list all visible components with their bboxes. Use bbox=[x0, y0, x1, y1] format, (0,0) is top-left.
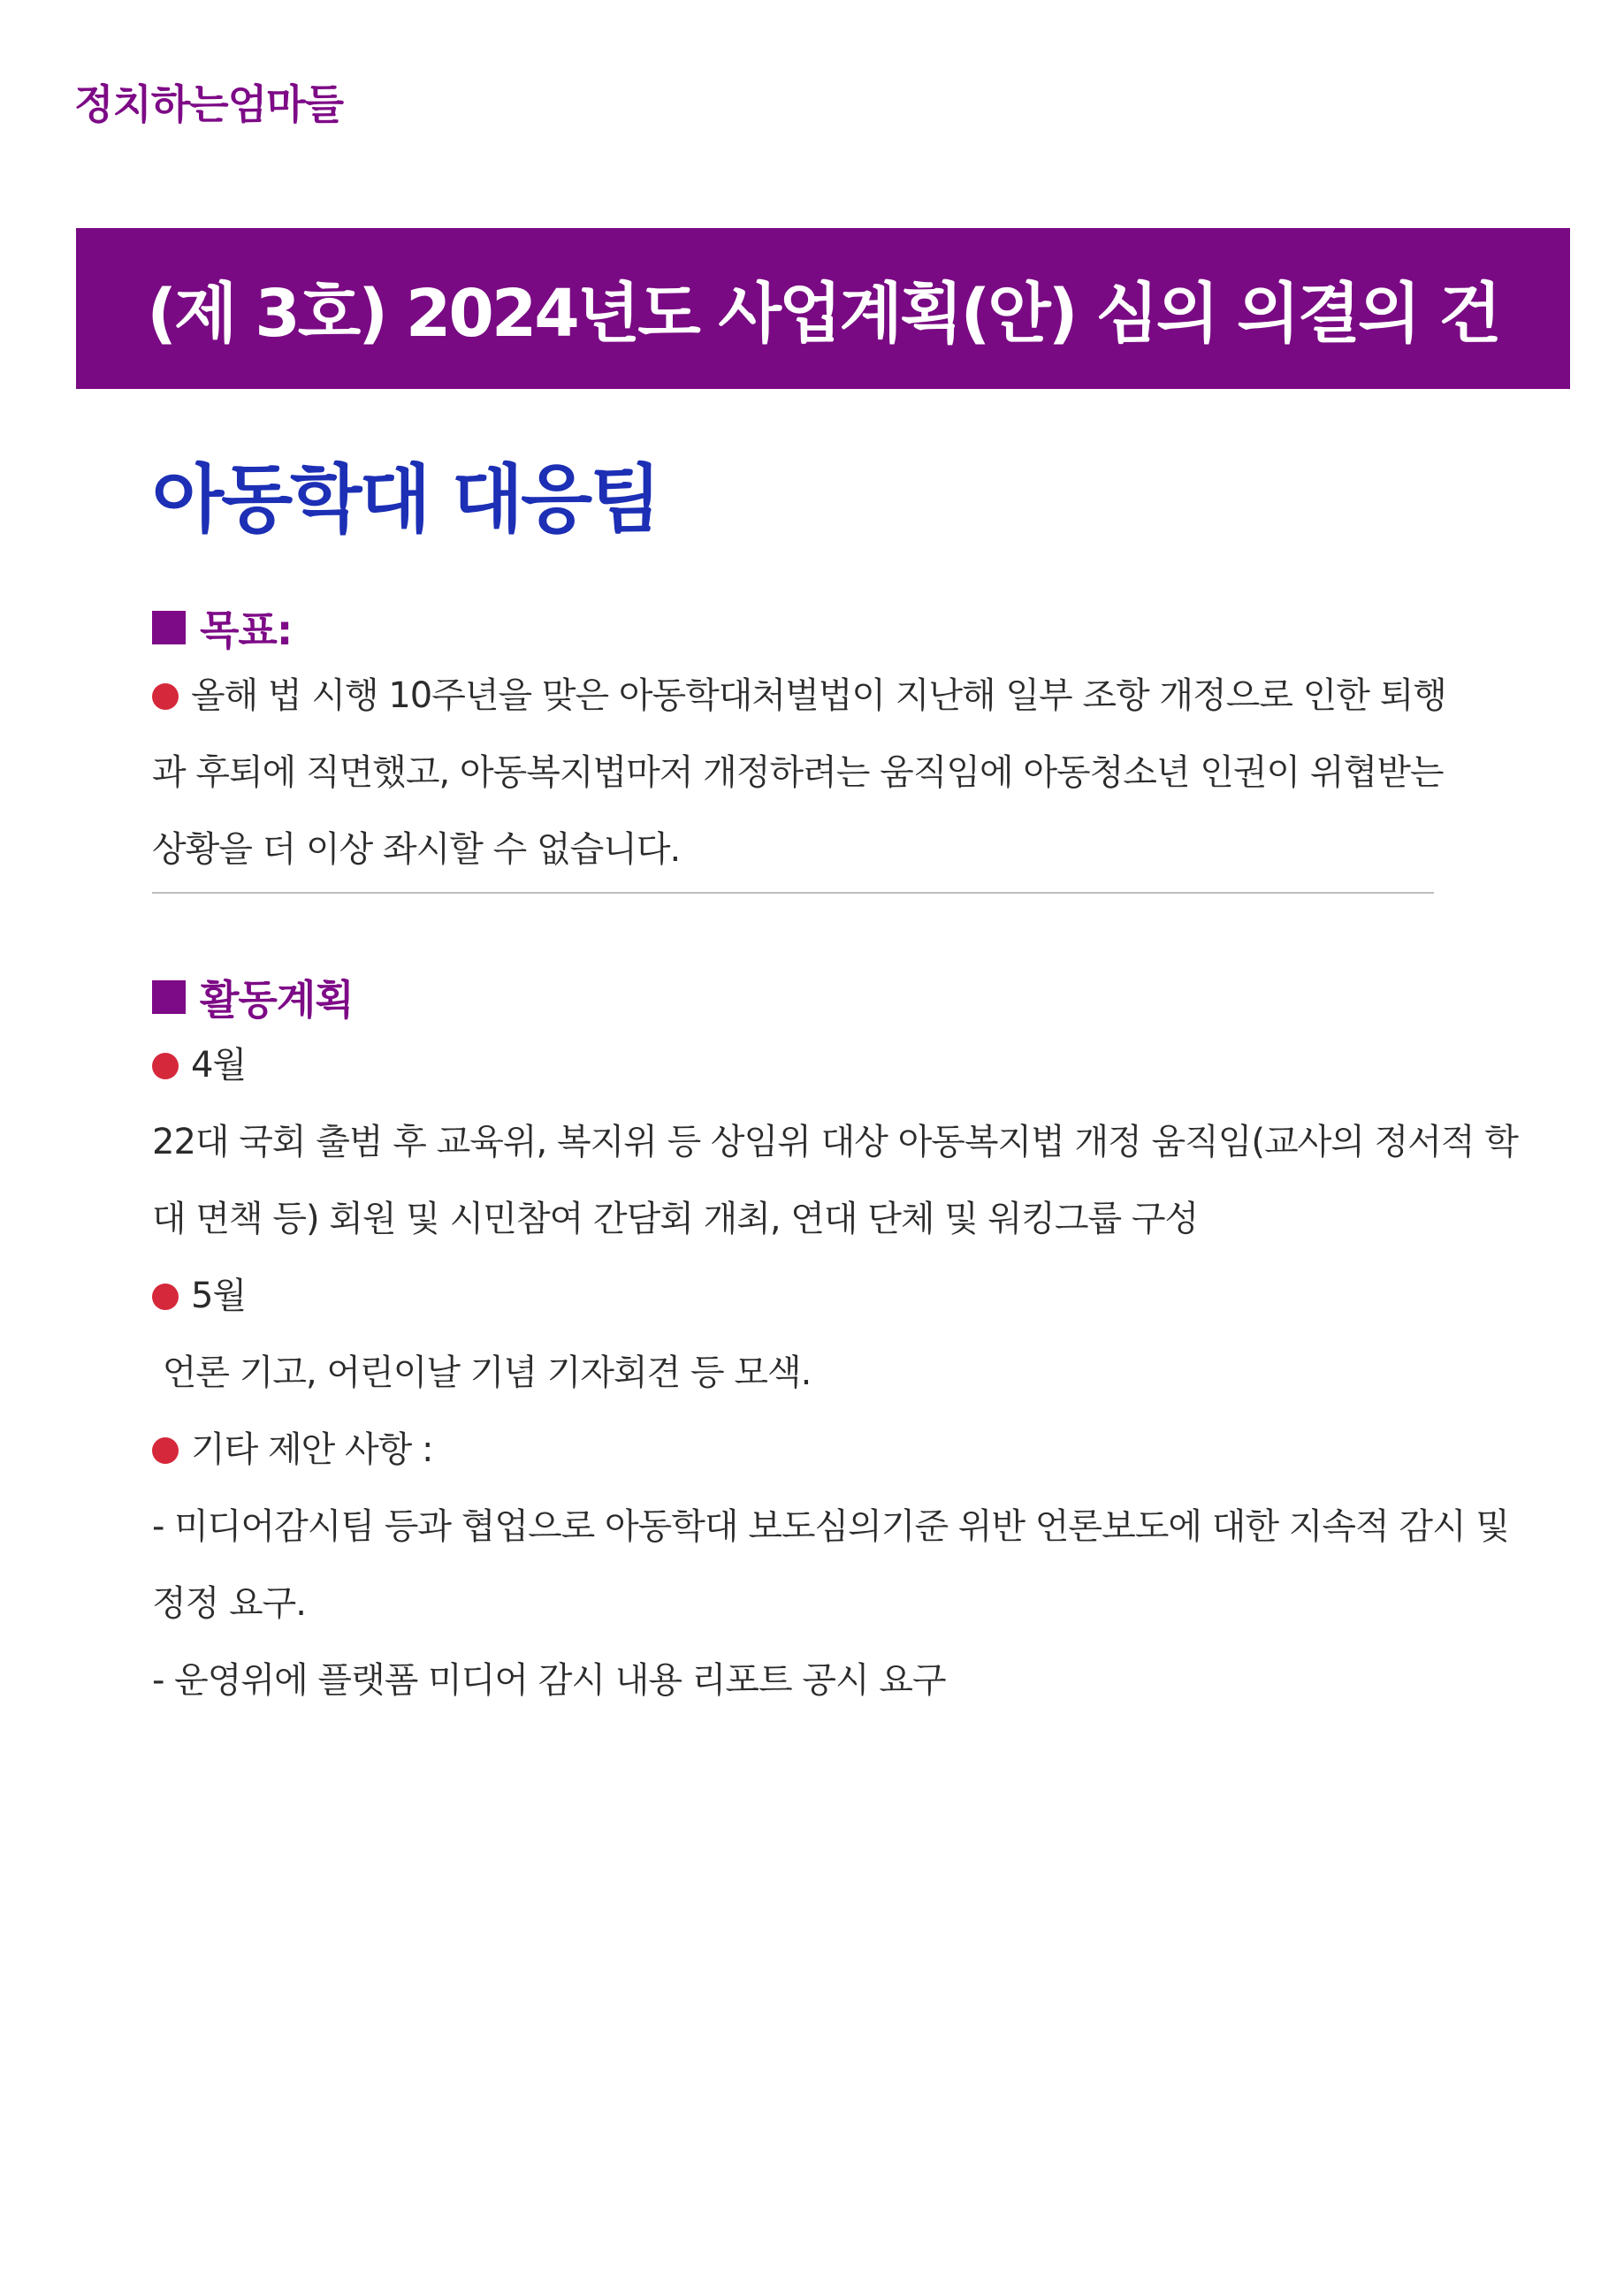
goal-line bbox=[152, 658, 1522, 735]
etc-line: - 미디어감시팀 등과 협업으로 아동학대 보도심의기준 위반 언론보도에 대한 지속적 감시 및 bbox=[152, 1506, 1509, 1547]
red-dot-icon bbox=[152, 683, 179, 710]
plan-heading-text: 활동계획 bbox=[200, 976, 354, 1024]
etc-label bbox=[152, 1412, 1522, 1489]
april-label bbox=[152, 1027, 1522, 1104]
square-bullet-icon bbox=[152, 980, 186, 1014]
may-label-text: 5월 bbox=[191, 1276, 247, 1316]
plan-section bbox=[152, 971, 1522, 1719]
org-name: 정치하는엄마들 bbox=[74, 80, 344, 128]
goal-line-text: 올해 법 시행 10주년을 맞은 아동학대처벌법이 지난해 일부 조항 개정으로 인한 퇴행 bbox=[191, 675, 1446, 716]
red-dot-icon bbox=[152, 1284, 179, 1310]
plan-heading bbox=[152, 971, 1522, 1024]
april-line: 대 면책 등) 회원 및 시민참여 간담회 개최, 연대 단체 및 워킹그룹 구성 bbox=[152, 1199, 1199, 1239]
goal-line: 과 후퇴에 직면했고, 아동복지법마저 개정하려는 움직임에 아동청소년 인권이 위협받는 bbox=[152, 752, 1444, 793]
may-label bbox=[152, 1258, 1522, 1335]
section-divider bbox=[152, 892, 1434, 894]
may-line: 언론 기고, 어린이날 기념 기자회견 등 모색. bbox=[152, 1352, 812, 1393]
goal-line: 상황을 더 이상 좌시할 수 없습니다. bbox=[152, 829, 681, 870]
red-dot-icon bbox=[152, 1053, 179, 1079]
red-dot-icon bbox=[152, 1437, 179, 1464]
square-bullet-icon bbox=[152, 611, 186, 644]
april-label-text: 4월 bbox=[191, 1045, 247, 1086]
agenda-banner bbox=[76, 228, 1570, 389]
april-line: 22대 국회 출범 후 교육위, 복지위 등 상임위 대상 아동복지법 개정 움직임(교사의 정서적 학 bbox=[152, 1122, 1518, 1162]
etc-line: - 운영위에 플랫폼 미디어 감시 내용 리포트 공시 요구 bbox=[152, 1660, 946, 1701]
agenda-title: (제 3호) 2024년도 사업계획(안) 심의 의결의 건 bbox=[147, 276, 1499, 352]
etc-line: 정정 요구. bbox=[152, 1583, 306, 1624]
team-title: 아동학대 대응팀 bbox=[152, 456, 660, 543]
goal-section bbox=[152, 601, 1522, 894]
etc-label-text: 기타 제안 사항 : bbox=[191, 1429, 433, 1470]
goal-heading bbox=[152, 601, 1522, 654]
goal-heading-text: 목표: bbox=[200, 606, 293, 654]
